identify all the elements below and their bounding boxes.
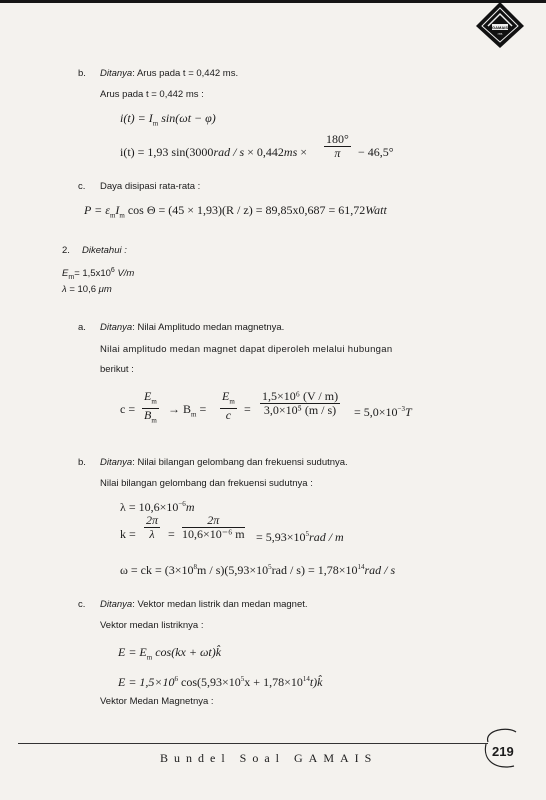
fraction-em-c: $\frac{E_m}{c}$	[222, 389, 235, 423]
part-a2-line2: berikut :	[100, 364, 134, 375]
equation-current-phase: − 46,5°	[358, 145, 394, 159]
svg-text:GAMAIS: GAMAIS	[492, 25, 508, 30]
part-b2-line: Nilai bilangan gelombang dan frekuensi sudutnya :	[100, 478, 313, 489]
given-wavelength: λ = 10,6 μm	[62, 284, 112, 295]
page-number: 219	[492, 744, 514, 759]
part-b1-title: Ditanya: Arus pada t = 0,442 ms.	[100, 68, 239, 79]
equation-current-general: $i(t) = I_m$ sin(ωt − φ)	[120, 111, 216, 128]
part-c2-line1: Vektor medan listriknya :	[100, 620, 204, 631]
top-rule	[0, 0, 546, 3]
part-a2-line1: Nilai amplitudo medan magnet dapat diperoleh melalui hubungan	[100, 344, 393, 355]
equation-wavelength: $\lambda = 10,6\times 10^{-6}m$	[120, 500, 195, 514]
given-field: $E_m= 1,5x10^6$ V/m	[62, 267, 135, 282]
equation-e-vector-value: $E = 1,5\times 10^6$ $\cos(5,93\times 10^5x$ + $1,78\times 10^{14}t)k̂$	[118, 675, 323, 689]
equation-e-vector: $E = E_m$ cos(kx + ωt)k̂	[118, 645, 222, 662]
fraction-numeric: $\frac{\text{1,5×10⁶ (V / m)}}{\text{3,0×10⁵ (m / s)}}$	[262, 389, 339, 417]
equation-eq-2: =	[244, 402, 251, 416]
footer-title: Bundel Soal GAMAIS	[160, 751, 378, 765]
part-a2-label: a.	[78, 322, 86, 333]
fraction-2pi-lambda: $\frac{2\pi}{\lambda}$	[146, 513, 159, 541]
equation-average-power: $P = \varepsilon_mI_m$ cos Θ = (45 × 1,93)(R / z) = 89,85x0,687 = 61,72Watt	[84, 203, 387, 220]
part-c2-title: Ditanya: Vektor medan listrik dan medan magnet.	[100, 599, 308, 610]
part-c1-title: Daya disipasi rata-rata :	[100, 181, 201, 192]
part-a2-title: Ditanya: Nilai Amplitudo medan magnetnya.	[100, 322, 285, 333]
part-b2-title: Ditanya: Nilai bilangan gelombang dan frekuensi sudutnya.	[100, 457, 348, 468]
equation-k-eq: k =	[120, 527, 136, 541]
svg-text:ITB: ITB	[497, 32, 503, 36]
part-c1-label: c.	[78, 181, 86, 192]
part-b1-line: Arus pada t = 0,442 ms :	[100, 89, 204, 100]
footer-rule	[18, 743, 488, 744]
equation-result-b: = $5,0\times 10^{-3}T$	[354, 405, 412, 419]
gamais-logo-icon	[474, 0, 526, 50]
equation-current-value: i(t) = 1,93 sin(3000rad / s × 0,442ms ×	[120, 145, 308, 159]
equation-c-eq: c =	[120, 402, 136, 416]
section-2-title: Diketahui :	[82, 245, 127, 256]
equation-arrow-b: → $B_m$ =	[168, 402, 207, 419]
equation-k-eq2: =	[168, 527, 175, 541]
section-2-number: 2.	[62, 245, 70, 256]
equation-k-result: = $5,93\times 10^5rad / m$	[256, 530, 344, 544]
part-c2-line2: Vektor Medan Magnetnya :	[100, 696, 214, 707]
fraction-2pi-value: $\frac{2\pi}{\text{10,6×10⁻⁶ m}}$	[182, 513, 245, 541]
part-c2-label: c.	[78, 599, 86, 610]
fraction-180-pi: $\frac{180^\circ}{\pi}$	[326, 132, 349, 160]
part-b1-label: b.	[78, 68, 86, 79]
equation-omega: ω = ck = $(3\times 10^8m / s)(5,93\times 10^5rad / s) = 1,78\times 10^{14}rad / s$	[120, 563, 396, 577]
part-b2-label: b.	[78, 457, 86, 468]
fraction-em-bm: $\frac{E_m}{B_m}$	[144, 389, 157, 425]
